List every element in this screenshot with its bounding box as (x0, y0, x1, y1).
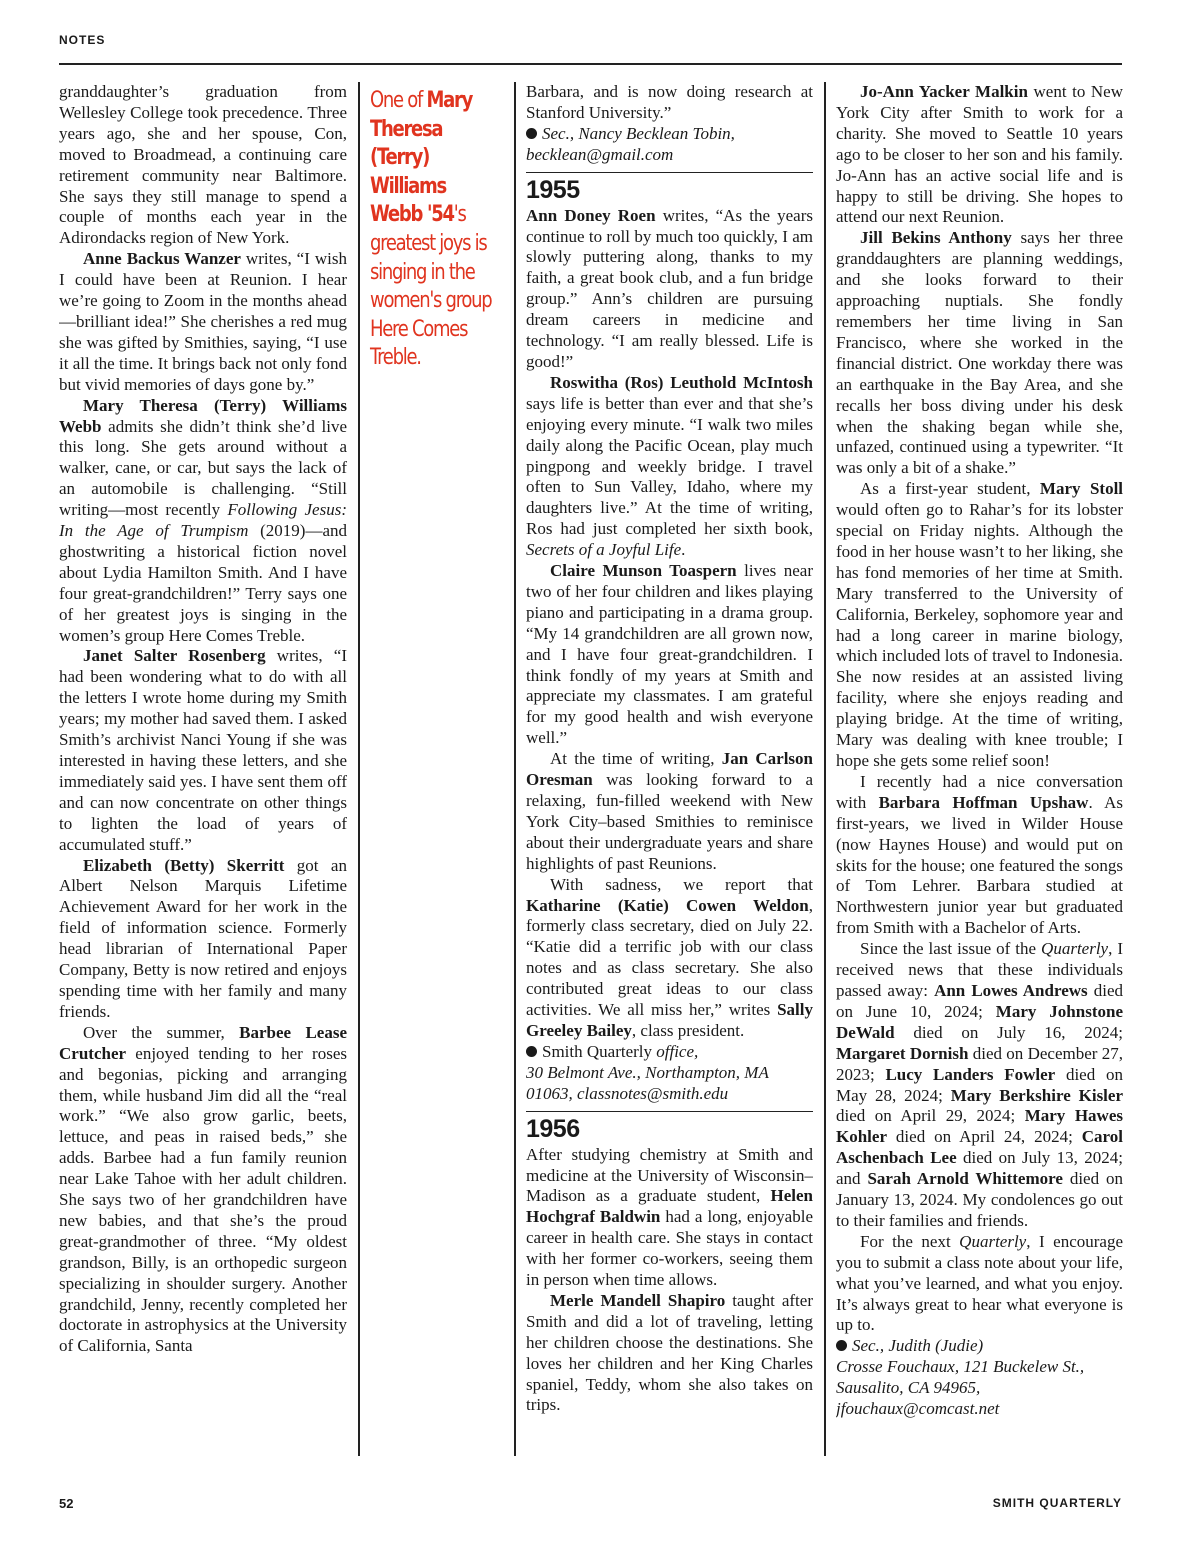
person-name: Barbara Hoffman Upshaw (878, 792, 1089, 812)
paragraph: Mary Theresa (Terry) Williams Webb admits she didn’t think she’d live this long. She gets around without a walker, cane, or car, but says the lack of an automobile is challenging. “Still writing—most recently Following Jesus: In the Age of Trumpism (2019)—and ghostwriting a historical fiction novel about Lydia Hamilton Smith. And I have four great-grandchildren!” Terry says one of her greatest joys is singing in the women’s group Here Comes Treble. (59, 395, 347, 645)
paragraph: Jo-Ann Yacker Malkin went to New York City after Smith to work for a charity. She moved to Seattle 10 years ago to be closer to her son and his family. Jo-Ann has an active social life and is happy to still be driving. She hopes to attend our next Reunion. (836, 82, 1123, 227)
paragraph: I recently had a nice conversation with Barbara Hoffman Upshaw. As first-years, we lived in Wilder House (now Haynes House) and would put on skits for the house; one featured the songs of Tom Lehrer. Barbara studied at Northwestern junior year but graduated from Smith with a Bachelor of Arts. (836, 771, 1123, 938)
person-name: Claire Munson Toaspern (550, 561, 737, 581)
year-heading-1955: 1955 (526, 172, 813, 204)
page-number: 52 (59, 1496, 74, 1511)
paragraph: At the time of writing, Jan Carlson Oresman was looking forward to a relaxing, fun-filled weekend with New York City–based Smithies to reminisce about their undergraduate years and share highlights of past Reunions. (526, 749, 813, 873)
person-name: Janet Salter Rosenberg (83, 646, 266, 666)
column-divider (824, 82, 826, 1456)
paragraph: Elizabeth (Betty) Skerritt got an Albert Nelson Marquis Lifetime Achievement Award for her work in the field of information science. Formerly head librarian of International Paper Company, Betty is now retired and enjoys spending time with her family and many friends. (59, 855, 347, 1021)
top-rule (59, 63, 1122, 65)
paragraph: Janet Salter Rosenberg writes, “I had been wondering what to do with all the letters I wrote home during my Smith years; my mother had saved them. I asked Smith’s archivist Nanci Young if she was interested in having these letters, and she immediately said yes. I have sent them off and can now concentrate on other things to lighten the load of years of accumulated stuff.” (59, 646, 347, 854)
person-name: Roswitha (Ros) Leuthold McIntosh (550, 372, 813, 392)
secretary-contact: Sec., Judith (Judie) Crosse Fouchaux, 121 Buckelew St., Sausalito, CA 94965, jfouchaux@comcast.net (836, 1336, 1085, 1419)
paragraph: Merle Mandell Shapiro taught after Smith and did a lot of traveling, letting her children choose the destinations. She loves her children and her King Charles spaniel, Teddy, whom she also takes on trips. (526, 1290, 813, 1415)
person-name: Margaret Dornish (836, 1043, 969, 1063)
paragraph: Since the last issue of the Quarterly, I received news that these individuals passed away: Ann Lowes Andrews died on June 10, 2024; Mary Johnstone DeWald died on July 16, 2024; Margaret Dornish died on December 27, 2023; Lucy Landers Fowler died on May 28, 2024; Mary Berkshire Kisler died on April 29, 2024; Mary Hawes Kohler died on April 24, 2024; Carol Aschenbach Lee died on July 13, 2024; and Sarah Arnold Whittemore died on January 13, 2024. My condolences go out to their families and friends. (836, 939, 1123, 1230)
publication-name: SMITH QUARTERLY (992, 1496, 1122, 1510)
paragraph: Roswitha (Ros) Leuthold McIntosh says life is better than ever and that she’s enjoying every minute. “I walk two miles daily along the Pacific Ocean, play much pingpong and weekly bridge. I travel often to Sun Valley, Idaho, where my daughters live.” At the time of writing, Ros had just completed her sixth book, Secrets of a Joyful Life. (526, 372, 813, 560)
book-title: Secrets of a Joyful Life (526, 540, 682, 560)
paragraph: granddaughter’s graduation from Wellesley College took precedence. Three years ago, she and her spouse, Con, moved to Broadmead, a continuing care retirement community near Baltimore. She says they still manage to spend a couple of months each year in the Adirondacks region of New York. (59, 82, 347, 248)
person-name: Helen Hochgraf Baldwin (526, 1186, 813, 1227)
bullet-icon (526, 128, 537, 139)
person-name: Jo-Ann Yacker Malkin (860, 82, 1028, 101)
person-name: Carol Aschenbach Lee (836, 1127, 1123, 1168)
column-3 (526, 82, 813, 1466)
secretary-contact: Sec., Nancy Becklean Tobin, becklean@gmail.com (526, 123, 735, 164)
person-name: Mary Stoll (1039, 479, 1123, 499)
person-name: Jan Carlson Oresman (526, 749, 813, 790)
person-name: Ann Doney Roen (526, 205, 656, 225)
paragraph: With sadness, we report that Katharine (Katie) Cowen Weldon, formerly class secretary, died on July 22. “Katie did a terrific job with our class notes and as class secretary. She also contributed great ideas to our class activities. We all miss her,” writes Sally Greeley Bailey, class president. (526, 874, 813, 1040)
paragraph: Barbara, and is now doing research at Stanford University.” (526, 82, 813, 122)
person-name: Anne Backus Wanzer (83, 249, 241, 269)
paragraph: Claire Munson Toaspern lives near two of her four children and likes playing piano and participating in a drama group. “My 14 grandchildren are all grown now, and I have four great-grandchildren. I think fondly of my years at Smith and appreciate my classmates. I am grateful for my good health and wish everyone well.” (526, 561, 813, 748)
paragraph: Ann Doney Roen writes, “As the years continue to roll by much too quickly, I am slowly puttering along, thanks to my faith, a great book club, and a fun bridge group.” Ann’s children are pursuing dream careers in medicine and technology. “I am really blessed. Life is good!” (526, 205, 813, 371)
paragraph: As a first-year student, Mary Stoll would often go to Rahar’s for its lobster special on Friday nights. Although the food in her house wasn’t to her liking, she has fond memories of her time at Smith. Mary transferred to the University of California, Berkeley, sophomore year and had a long career in marine biology, which included lots of travel to Indonesia. She now resides at an assisted living facility, where she enjoys reading and playing bridge. At the time of writing, Mary was dealing with knee trouble; I hope she gets some relief soon! (836, 479, 1123, 770)
column-1 (59, 82, 347, 1466)
person-name: Ann Lowes Andrews (934, 980, 1088, 1000)
pull-quote: One of Mary Theresa (Terry) Williams Webb '54's greatest joys is singing in the women's group Here Comes Treble. (370, 87, 492, 371)
pull-quote-name: Mary Theresa (Terry) Williams Webb '54 (370, 87, 473, 228)
person-name: Lucy Landers Fowler (885, 1064, 1056, 1084)
column-divider (358, 82, 360, 1456)
section-label: NOTES (59, 33, 106, 47)
person-name: Merle Mandell Shapiro (550, 1290, 726, 1310)
person-name: Mary Berkshire Kisler (950, 1085, 1123, 1105)
column-divider (514, 82, 516, 1456)
paragraph: For the next Quarterly, I encourage you to submit a class note about your life, what you’ve learned, and what you enjoy. It’s always great to hear what everyone is up to. (836, 1231, 1123, 1335)
person-name: Katharine (Katie) Cowen Weldon (526, 895, 809, 915)
person-name: Elizabeth (Betty) Skerritt (83, 855, 285, 875)
paragraph: Jill Bekins Anthony says her three granddaughters are planning weddings, and she looks forward to their approaching nuptials. She fondly remembers her time living in San Francisco, where she worked in the financial district. One workday there was an earthquake in the Bay Area, and she recalls her boss diving under his desk when the shaking began while she, unfazed, continued using a typewriter. “It was only a bit of a shake.” (836, 228, 1123, 478)
year-heading-1956: 1956 (526, 1111, 813, 1143)
person-name: Mary Hawes Kohler (836, 1106, 1123, 1147)
paragraph: Anne Backus Wanzer writes, “I wish I could have been at Reunion. I hear we’re going to Zoom in the months ahead—brilliant idea!” She cherishes a red mug she was gifted by Smithies, saying, “I use it all the time. It brings back not only fond but vivid memories of days gone by.” (59, 249, 347, 394)
person-name: Jill Bekins Anthony (860, 228, 1012, 248)
paragraph: Over the summer, Barbee Lease Crutcher enjoyed tending to her roses and begonias, picking and arranging them, while husband Jim did all the “real work.” “We also grow garlic, beets, lettuce, and peas in raised beds,” she adds. Barbee had a fun family reunion near Lake Tahoe with her adult children. She says two of her grandchildren have new babies, and that she’s the proud great-grandmother of three. “My oldest grandson, Billy, is an orthopedic surgeon specializing in shoulder surgery. Another grandchild, Jenny, recently completed her doctorate in astrophysics at the University of California, Santa (59, 1022, 347, 1356)
bullet-icon (836, 1340, 847, 1351)
secretary-contact: Smith Quarterly office, 30 Belmont Ave., Northampton, MA 01063, classnotes@smith.edu (526, 1041, 769, 1103)
paragraph: After studying chemistry at Smith and medicine at the University of Wisconsin–Madison as a graduate student, Helen Hochgraf Baldwin had a long, enjoyable career in health care. She stays in contact with her former co-workers, seeing them in person when time allows. (526, 1144, 813, 1290)
book-title: Following Jesus: In the Age of Trumpism (59, 500, 347, 541)
person-name: Mary Theresa (Terry) Williams Webb (59, 395, 347, 436)
person-name: Barbee Lease Crutcher (59, 1022, 347, 1063)
column-4 (836, 82, 1123, 1466)
bullet-icon (526, 1046, 537, 1057)
person-name: Mary Johnstone DeWald (836, 1001, 1123, 1042)
person-name: Sally Greeley Bailey (526, 1000, 813, 1040)
person-name: Sarah Arnold Whittemore (867, 1169, 1063, 1189)
